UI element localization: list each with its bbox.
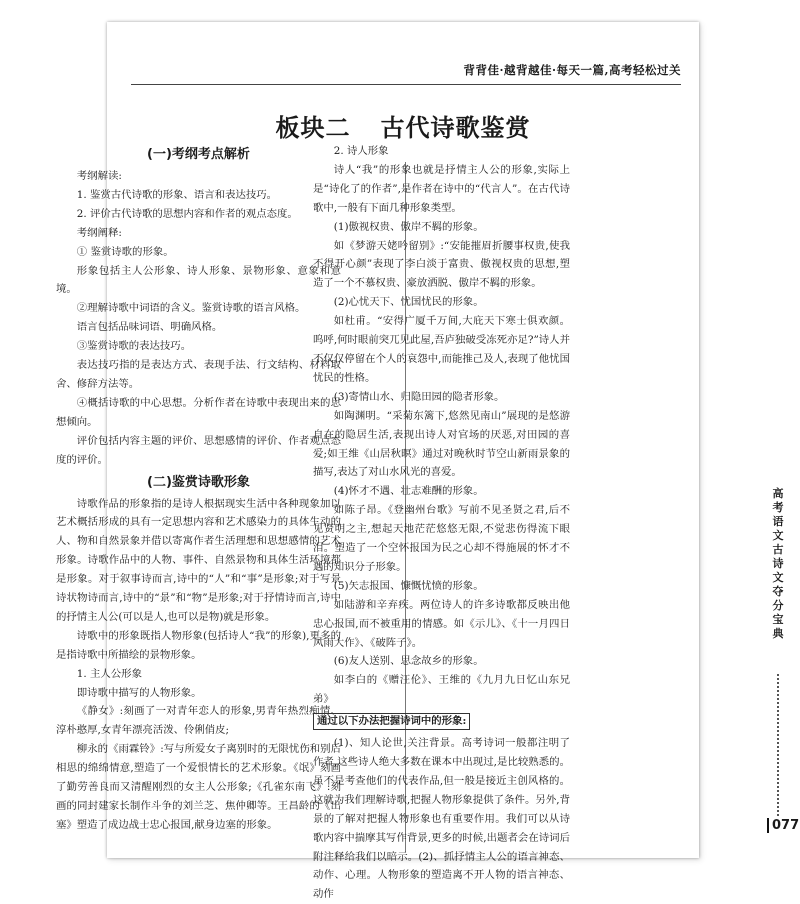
paragraph: ① 鉴赏诗歌的形象。 <box>76 245 174 258</box>
paragraph: ②理解诗歌中词语的含义。鉴赏诗歌的语言风格。 <box>76 302 306 315</box>
paragraph: 评价包括内容主题的评价、思想感情的评价、作者观点态度的评价。 <box>56 434 341 466</box>
paragraph: 如陶渊明。“采菊东篱下,悠然见南山”展现的是悠游自在的隐居生活,表现出诗人对官场的厌恶,对田园的喜爱;如王维《山居秋暝》通过对晚秋时节空山新雨景象的描写,表达了对山水风光的喜爱。 <box>313 409 570 479</box>
paragraph: (5)矢志报国、慷慨忧愤的形象。 <box>333 579 484 592</box>
paragraph: 形象包括主人公形象、诗人形象、景物形象、意象和意境。 <box>56 264 341 296</box>
paragraph: 诗歌作品的形象指的是诗人根据现实生活中各种现象加以艺术概括形成的具有一定思想内容和艺术感染力的具体生动的人、物和自然景象并借以寄寓作者生活理想和思想感情的艺术形象。诗歌作品中的人物、事件、自然景物和具体生活环境都是形象。对于叙事诗而言,诗中的“人”和“事”是形象;对于写景诗状物诗而言,诗中的“景”和“物”是形象;对于抒情诗而言,诗中的抒情主人公(可以是人,也可以是物)就是形象。 <box>56 497 341 623</box>
paragraph: 如李白的《赠汪伦》、王维的《九月九日忆山东兄弟》 <box>313 674 570 706</box>
boxed-heading: 通过以下办法把握诗词中的形象: <box>313 713 470 730</box>
paragraph: 柳永的《雨霖铃》:写与所爱女子离别时的无限忧伤和别后相思的绵绵情意,塑造了一个爱恨情长的艺术形象。《氓》刻画了勤劳善良而又清醒刚烈的女主人公形象;《孔雀东南飞》:刻画的同封建家长制作斗争的刘兰芝、焦仲卿等。王昌龄的《出塞》塑造了成边战士忠心报国,献身边塞的形象。 <box>56 743 341 831</box>
paragraph: ④概括诗歌的中心思想。分析作者在诗歌中表现出来的思想倾向。 <box>56 396 341 428</box>
side-dotted-line <box>777 674 779 816</box>
header-tagline: 背背佳·越背越佳·每天一篇,高考轻松过关 <box>463 63 681 77</box>
paragraph: (1)傲视权贵、傲岸不羁的形象。 <box>333 220 484 233</box>
paragraph: 1. 主人公形象 <box>76 667 142 680</box>
paragraph: (6)友人送别、思念故乡的形象。 <box>333 655 484 668</box>
header-rule <box>131 84 681 85</box>
paragraph: 即诗歌中描写的人物形象。 <box>76 686 202 699</box>
paragraph: 如陆游和辛弃疾。两位诗人的许多诗歌都反映出他忠心报国,而不被重用的情感。如《示儿》、《十一月四日风雨大作》、《破阵子》。 <box>313 598 570 649</box>
paragraph: 考纲解读: <box>76 170 122 182</box>
paragraph: 《静女》:刻画了一对青年恋人的形象,男青年热烈痴情、淳朴憨厚,女青年漂亮活泼、伶俐俏皮; <box>56 705 341 737</box>
left-column <box>56 142 341 835</box>
paragraph: ③鉴赏诗歌的表达技巧。 <box>76 340 192 353</box>
section2-heading: (二)鉴赏诗歌形象 <box>147 474 250 490</box>
paragraph: 如杜甫。“安得广厦千万间,大庇天下寒士俱欢颜。呜呼,何时眼前突兀见此屋,吾庐独破受冻死亦足?”诗人并不仅仅停留在个人的哀怨中,而能推己及人,表现了他忧国忧民的性格。 <box>313 315 570 384</box>
paragraph: (2)心忧天下、忧国忧民的形象。 <box>333 296 484 309</box>
page-number: 077 <box>767 818 799 833</box>
paragraph: 诗歌中的形象既指人物形象(包括诗人“我”的形象),更多的是指诗歌中所描绘的景物形象。 <box>56 629 341 661</box>
paragraph: 诗人“我”的形象也就是抒情主人公的形象,实际上是“诗化了的作者”,是作者在诗中的“代言人”。在古代诗歌中,一般有下面几种形象类型。 <box>313 163 570 214</box>
paragraph: 考纲阐释: <box>76 226 122 239</box>
paragraph: 如陈子昂。《登幽州台歌》写前不见圣贤之君,后不见贤明之主,想起天地茫茫悠悠无限,不觉悲伤得流下眼泪。塑造了一个空怀报国为民之心却不得施展的怀才不遇的知识分子形象。 <box>313 504 570 573</box>
right-column <box>313 142 570 904</box>
side-label: 高考语文古诗文夺分宝典 <box>772 487 784 640</box>
paragraph: 2. 诗人形象 <box>333 145 389 157</box>
section1-heading: (一)考纲考点解析 <box>147 147 250 162</box>
paragraph: 语言包括品味词语、明确风格。 <box>76 321 223 334</box>
boxed-heading-wrap <box>313 712 570 731</box>
paragraph: (1)、知人论世,关注背景。高考诗词一般都注明了作者,这些诗人绝大多数在课本中出现过,是比较熟悉的。虽不是考查他们的代表作品,但一般是接近主创风格的。这就为我们理解诗歌,把握人物形象提供了条件。另外,背景的了解对把握人物形象也有重要作用。我们可以从诗歌内容中揣摩其写作背景,更多的时候,出题者会在诗词后附注释给我们以暗示。(2)、抓抒情主人公的语言神态、动作、心理。人物形象的塑造离不开人物的语言神态、动作 <box>313 737 570 901</box>
paragraph: (4)怀才不遇、壮志难酬的形象。 <box>333 485 484 498</box>
paragraph: 如《梦游天姥吟留别》:“安能摧眉折腰事权贵,使我不得开心颜”表现了李白淡于富贵、傲视权贵的思想,塑造了一个不慕权贵、豪放洒脱、傲岸不羁的形象。 <box>313 239 570 290</box>
title-part2: 古代诗歌鉴赏 <box>380 114 531 142</box>
paragraph: 2. 评价古代诗歌的思想内容和作者的观点态度。 <box>76 207 298 220</box>
title-part1: 板块二 <box>275 114 351 142</box>
paragraph: 表达技巧指的是表达方式、表现手法、行文结构、材料取舍、修辞方法等。 <box>56 359 341 390</box>
paragraph: 1. 鉴赏古代诗歌的形象、语言和表达技巧。 <box>76 188 278 201</box>
page-title <box>107 108 699 143</box>
paragraph: (3)寄情山水、归隐田园的隐者形象。 <box>333 390 505 403</box>
